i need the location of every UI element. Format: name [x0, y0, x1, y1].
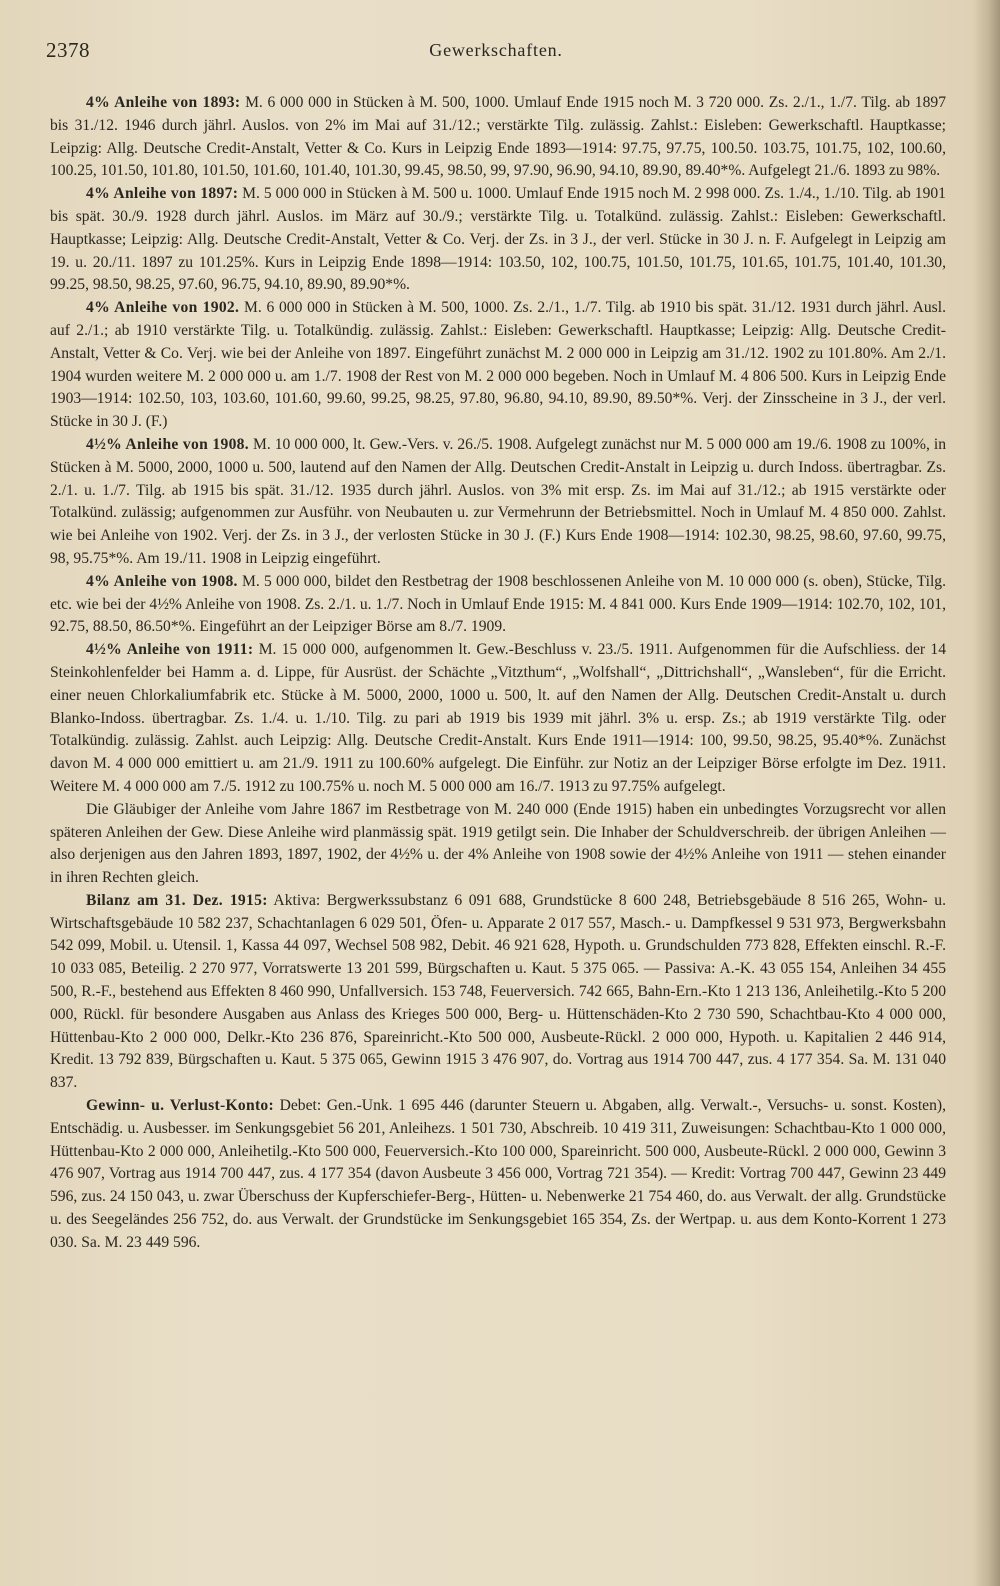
- paragraph-anleihe-1908-4: [50, 571, 946, 639]
- paragraph-heading: Bilanz am 31. Dez. 1915:: [86, 891, 268, 909]
- body-text: [50, 92, 946, 1255]
- paragraph-gewinn-verlust: [50, 1095, 946, 1255]
- paragraph-bilanz: [50, 890, 946, 1095]
- page-header: [46, 38, 946, 68]
- paragraph-heading: 4% Anleihe von 1902.: [86, 299, 240, 317]
- paragraph-heading: 4% Anleihe von 1893:: [86, 94, 241, 111]
- paragraph-heading: Gewinn- u. Verlust-Konto:: [86, 1097, 275, 1115]
- paragraph-heading: 4½% Anleihe von 1908.: [86, 435, 249, 453]
- page-number: 2378: [46, 38, 90, 62]
- paragraph-heading: 4½% Anleihe von 1911:: [86, 641, 254, 659]
- paragraph-text: M. 6 000 000 in Stücken à M. 500, 1000. Zs. 2./1., 1./7. Tilg. ab 1910 bis spät. 31./12. 1931 durch jährl. Ausl. auf 2./1.; ab 1910 verstärkte Tilg. u. Totalkündig. zulässig. Zahlst.: Eisleben: Gewerkschaftl. Hauptkasse; Leipzig: Allg. Deutsche Credit-Anstalt, Vetter & Co. Verj. wie bei der Anleihe von 1897. Eingeführt zunächst M. 2 000 000 in Leipzig am 31./12. 1902 zu 101.80%. Am 2./1. 1904 wurden weitere M. 2 000 000 u. am 1./7. 1908 der Rest von M. 2 000 000 begeben. Noch in Umlauf M. 4 806 500. Kurs in Leipzig Ende 1903—1914: 102.50, 103, 103.60, 101.60, 99.60, 99.25, 98.25, 97.80, 96.80, 94.10, 89.90, 89.50*%. Verj. der Zinsscheine in 3 J., der verl. Stücke in 30 J. (F.): [50, 299, 946, 431]
- paragraph-text: M. 10 000 000, lt. Gew.-Vers. v. 26./5. 1908. Aufgelegt zunächst nur M. 5 000 000 am 19./6. 1908 zu 100%, in Stücken à M. 5000, 2000, 1000 u. 500, lautend auf den Namen der Allg. Deutschen Credit-Anstalt in Leipzig u. durch Indoss. übertragbar. Zs. 2./1. u. 1./7. Tilg. ab 1915 bis spät. 31./12. 1935 durch jährl. Auslos. von 3% mit ersp. Zs. im Mai auf 31./12.; ab 1915 verstärkte oder Totalkünd. zulässig; aufgenommen zur Ausführ. von Neubauten u. zur Vermehrunn der Betriebsmittel. Noch in Umlauf M. 4 850 000. Zahlst. wie bei Anleihe von 1902. Verj. der Zs. in 3 J., der verlosten Stücke in 30 J. (F.) Kurs Ende 1908—1914: 102.30, 98.25, 98.60, 97.60, 99.75, 98, 95.75*%. Am 19./11. 1908 in Leipzig eingeführt.: [50, 435, 946, 567]
- paragraph-text: Debet: Gen.-Unk. 1 695 446 (darunter Steuern u. Abgaben, allg. Verwalt.-, Versuchs- u. sonst. Kosten), Entschädig. u. Ausbesser. im Senkungsgebiet 56 201, Anleihezs. 1 501 730, Abschreib. 10 419 311, Zuweisungen: Schachtbau-Kto 1 000 000, Hüttenbau-Kto 2 000 000, Anleihetilg.-Kto 500 000, Feuerversich.-Kto 100 000, Spareinricht. 500 000, Ausbeute-Rückl. 2 000 000, Gewinn 3 476 907, Vortrag aus 1914 700 447, zus. 4 177 354 (davon Ausbeute 3 456 000, Vortrag 721 354). — Kredit: Vortrag 700 447, Gewinn 23 449 596, zus. 24 150 043, u. zwar Überschuss der Kupferschiefer-Berg-, Hütten- u. Nebenwerke 21 754 460, do. aus Verwalt. der allg. Grundstücke u. des Seegeländes 256 752, do. aus Verwalt. der Grundstücke im Senkungsgebiet 165 354, Zs. der Wertpap. u. aus dem Konto-Korrent 1 273 030. Sa. M. 23 449 596.: [50, 1097, 946, 1251]
- paragraph-anleihe-1911: [50, 639, 946, 799]
- paragraph-text: M. 6 000 000 in Stücken à M. 500, 1000. Umlauf Ende 1915 noch M. 3 720 000. Zs. 2./1., 1./7. Tilg. ab 1897 bis 31./12. 1946 durch jährl. Auslos. von 2% im Mai auf 31./12.; verstärkte Tilg. zulässig. Zahlst.: Eisleben: Gewerkschaftl. Hauptkasse; Leipzig: Allg. Deutsche Credit-Anstalt, Vetter & Co. Kurs in Leipzig Ende 1893—1914: 97.75, 97.75, 100.50. 103.75, 101.75, 102, 100.60, 100.25, 101.50, 101.80, 101.50, 101.60, 101.40, 101.30, 99.45, 98.50, 99, 97.90, 96.90, 94.10, 89.90, 89.40*%. Aufgelegt 21./6. 1893 zu 98%.: [50, 94, 946, 180]
- paragraph-text: M. 15 000 000, aufgenommen lt. Gew.-Beschluss v. 23./5. 1911. Aufgenommen für die Aufschliess. der 14 Steinkohlenfelder bei Hamm a. d. Lippe, für Ausrüst. der Schächte „Vitzthum“, „Wolfshall“, „Dittrichshall“, „Wansleben“, für die Erricht. einer neuen Chlorkaliumfabrik etc. Stücke à M. 5000, 2000, 1000 u. 500, lt. auf den Namen der Allg. Deutschen Credit-Anstalt u. durch Blanko-Indoss. übertragbar. Zs. 1./4. u. 1./10. Tilg. zu pari ab 1919 bis 1939 mit jährl. 3% u. ersp. Zs.; ab 1919 verstärkte Tilg. oder Totalkündig. zulässig. Zahlst. auch Leipzig: Allg. Deutsche Credit-Anstalt. Kurs Ende 1911—1914: 100, 99.50, 98.25, 95.40*%. Zunächst davon M. 4 000 000 emittiert u. am 21./9. 1911 zu 100.60% aufgelegt. Die Einführ. zur Notiz an der Leipziger Börse erfolgte im Dez. 1911. Weitere M. 4 000 000 am 7./5. 1912 zu 100.75% u. noch M. 5 000 000 am 16./7. 1913 zu 97.75% aufgelegt.: [50, 641, 947, 795]
- paragraph-heading: 4% Anleihe von 1908.: [86, 572, 238, 590]
- paragraph-anleihe-1902: [50, 297, 946, 434]
- paragraph-anleihe-1897: [50, 183, 946, 297]
- paragraph-text: Die Gläubiger der Anleihe vom Jahre 1867 im Restbetrage von M. 240 000 (Ende 1915) haben ein unbedingtes Vorzugsrecht vor allen späteren Anleihen der Gew. Diese Anleihe wird planmässig spät. 1919 getilgt sein. Die Inhaber der Schuldverschreib. der übrigen Anleihen — also derjenigen aus den Jahren 1893, 1897, 1902, der 4½% u. der 4% Anleihe von 1908 sowie der 4½% Anleihe von 1911 — stehen einander in ihren Rechten gleich.: [50, 800, 946, 887]
- paragraph-anleihe-1893: [50, 92, 946, 183]
- paragraph-text: Aktiva: Bergwerkssubstanz 6 091 688, Grundstücke 8 600 248, Betriebsgebäude 8 516 265, Wohn- u. Wirtschaftsgebäude 10 582 237, Schachtanlagen 6 029 501, Öfen- u. Apparate 2 017 557, Masch.- u. Dampfkessel 9 531 973, Bergwerksbahn 542 099, Mobil. u. Utensil. 1, Kassa 44 097, Wechsel 508 982, Debit. 46 921 628, Hypoth. u. Grundschulden 773 828, Effekten einschl. R.-F. 10 033 085, Beteilig. 2 270 977, Vorratswerte 13 201 599, Bürgschaften u. Kaut. 5 375 065. — Passiva: A.-K. 43 055 154, Anleihen 34 455 500, R.-F., bestehend aus Effekten 8 460 990, Unfallversich. 153 748, Feuerversich. 742 665, Bahn-Ern.-Kto 1 213 136, Anleihetilg.-Kto 5 200 000, Rückl. für besondere Ausgaben aus Anlass des Krieges 500 000, Berg- u. Hüttenschäden-Kto 2 730 590, Schachtbau-Kto 4 000 000, Hüttenbau-Kto 2 000 000, Delkr.-Kto 236 876, Spareinricht.-Kto 500 000, Ausbeute-Rückl. 2 000 000, Hypoth. u. Kapitalien 2 446 914, Kredit. 13 792 839, Bürgschaften u. Kaut. 5 375 065, Gewinn 1915 3 476 907, do. Vortrag aus 1914 700 447, zus. 4 177 354. Sa. M. 131 040 837.: [50, 891, 946, 1092]
- paragraph-text: M. 5 000 000, bildet den Restbetrag der 1908 beschlossenen Anleihe von M. 10 000 000 (s. oben), Stücke, Tilg. etc. wie bei der 4½% Anleihe von 1908. Zs. 2./1. u. 1./7. Noch in Umlauf Ende 1915: M. 4 841 000. Kurs Ende 1909—1914: 102.70, 102, 101, 92.75, 88.50, 86.50*%. Eingeführt an der Leipziger Börse am 8./7. 1909.: [50, 572, 946, 636]
- paragraph-heading: 4% Anleihe von 1897:: [86, 185, 239, 203]
- paragraph-glaeubiger: [50, 799, 946, 890]
- running-head: Gewerkschaften.: [429, 40, 563, 60]
- paragraph-text: M. 5 000 000 in Stücken à M. 500 u. 1000. Umlauf Ende 1915 noch M. 2 998 000. Zs. 1./4., 1./10. Tilg. ab 1901 bis spät. 30./9. 1928 durch jährl. Auslos. im März auf 30./9.; verstärkte Tilg. u. Totalkünd. zulässig. Zahlst.: Eisleben: Gewerkschaftl. Hauptkasse; Leipzig: Allg. Deutsche Credit-Anstalt, Vetter & Co. Verj. der Zs. in 3 J., der verl. Stücke in 30 J. n. F. Aufgelegt in Leipzig am 19. u. 20./11. 1897 zu 101.25%. Kurs in Leipzig Ende 1898—1914: 103.50, 102, 100.75, 101.50, 101.75, 101.65, 101.75, 101.40, 101.30, 99.25, 98.50, 98.25, 97.60, 96.75, 94.10, 89.90, 89.90*%.: [50, 185, 946, 294]
- paragraph-anleihe-1908-4-5: [50, 434, 946, 571]
- page-edge-shadow: [972, 0, 1000, 1586]
